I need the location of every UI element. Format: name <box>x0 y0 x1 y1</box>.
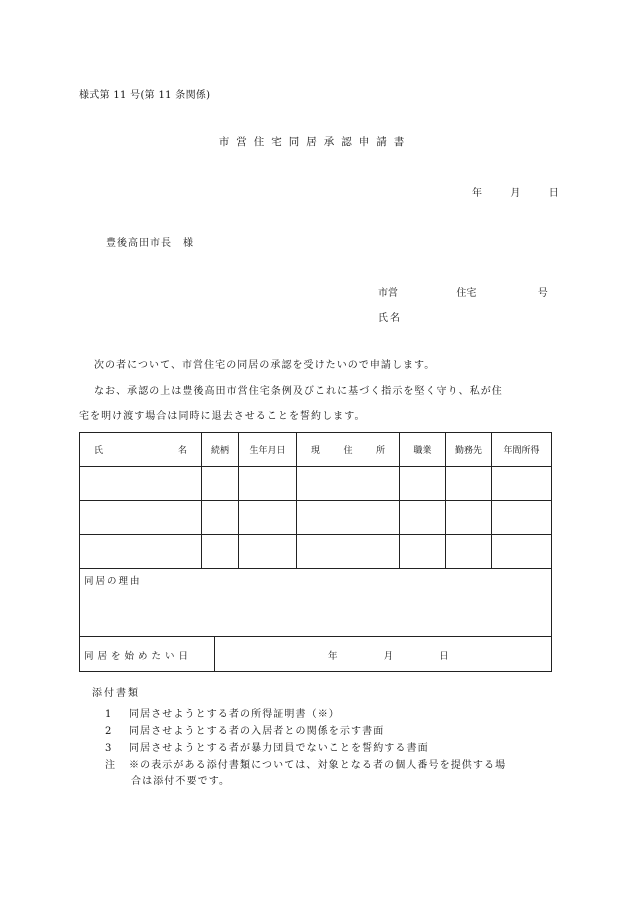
header-name <box>80 433 202 467</box>
note-label: 注 <box>105 760 117 771</box>
divider <box>214 637 215 671</box>
start-year-label: 年 <box>328 651 338 662</box>
header-address <box>297 433 400 467</box>
cell-address[interactable] <box>297 501 400 535</box>
header-address-c: 所 <box>375 446 385 456</box>
cell-workplace[interactable] <box>446 501 492 535</box>
header-workplace: 勤務先 <box>446 433 492 467</box>
date-day-label: 日 <box>548 188 559 199</box>
application-date <box>472 184 559 199</box>
table-row <box>80 467 552 501</box>
start-month-label: 月 <box>383 651 394 662</box>
note-text-line-2: 合は添付不要です。 <box>131 776 231 787</box>
body-paragraph-2-line-2: 宅を明け渡す場合は同時に退去させることを誓約します。 <box>79 411 366 422</box>
body-paragraph-1: 次の者について、市営住宅の同居の承認を受けたいので申請します。 <box>94 360 436 371</box>
housing-suffix: 号 <box>537 288 548 299</box>
attachment-item <box>105 722 384 737</box>
cohabitation-reason-field[interactable] <box>79 567 552 637</box>
note-text-line-1: ※の表示がある添付書類については、対象となる者の個人番号を提供する場 <box>129 760 507 771</box>
header-occupation: 職業 <box>400 433 446 467</box>
cell-birthdate[interactable] <box>239 501 297 535</box>
cell-workplace[interactable] <box>446 467 492 501</box>
cell-relationship[interactable] <box>202 535 239 569</box>
addressee: 豊後高田市長 様 <box>106 238 194 249</box>
cell-name[interactable] <box>80 501 202 535</box>
attachment-text: 同居させようとする者の所得証明書（※） <box>129 709 340 720</box>
date-year-label: 年 <box>472 188 482 199</box>
cell-occupation[interactable] <box>400 501 446 535</box>
attachments-title: 添付書類 <box>92 688 140 699</box>
cell-name[interactable] <box>80 467 202 501</box>
attachment-number: 3 <box>105 743 113 754</box>
cell-relationship[interactable] <box>202 501 239 535</box>
header-birthdate: 生年月日 <box>239 433 297 467</box>
header-name-a: 氏 <box>94 446 104 456</box>
cell-occupation[interactable] <box>400 535 446 569</box>
body-paragraph-2-line-1: なお、承認の上は豊後高田市営住宅条例及びこれに基づく指示を堅く守り、私が住 <box>94 386 503 397</box>
attachment-text: 同居させようとする者の入居者との関係を示す書面 <box>129 726 385 737</box>
cell-occupation[interactable] <box>400 467 446 501</box>
table-row <box>80 501 552 535</box>
document-title: 市営住宅同居承認申請書 <box>218 136 412 148</box>
header-relationship: 続柄 <box>202 433 239 467</box>
attachment-number: 1 <box>105 709 113 720</box>
cohabitation-start-label: 同居を始めたい日 <box>84 651 193 662</box>
cell-birthdate[interactable] <box>239 535 297 569</box>
cell-income[interactable] <box>492 535 552 569</box>
cell-income[interactable] <box>492 467 552 501</box>
cohabitation-reason-label: 同居の理由 <box>84 576 142 587</box>
cell-birthdate[interactable] <box>239 467 297 501</box>
applicant-housing-line <box>378 284 548 299</box>
attachment-note <box>105 756 506 771</box>
cohabitation-start-row <box>79 636 552 672</box>
cell-workplace[interactable] <box>446 535 492 569</box>
cell-address[interactable] <box>297 535 400 569</box>
cell-name[interactable] <box>80 535 202 569</box>
housing-prefix: 市営 <box>378 288 398 299</box>
cell-relationship[interactable] <box>202 467 239 501</box>
cell-income[interactable] <box>492 501 552 535</box>
header-address-a: 現 <box>311 446 321 456</box>
table-header-row <box>80 433 552 467</box>
cell-address[interactable] <box>297 467 400 501</box>
header-name-b: 名 <box>177 446 187 456</box>
start-day-label: 日 <box>439 651 449 662</box>
table-row <box>80 535 552 569</box>
cohabitation-start-date-field[interactable] <box>328 648 449 662</box>
housing-middle: 住宅 <box>456 288 477 299</box>
attachment-item <box>105 739 429 754</box>
form-number: 様式第 11 号(第 11 条関係) <box>79 90 211 101</box>
attachment-text: 同居させようとする者が暴力団員でないことを誓約する書面 <box>129 743 429 754</box>
date-month-label: 月 <box>510 188 521 199</box>
header-income: 年間所得 <box>492 433 552 467</box>
header-address-b: 住 <box>343 446 353 456</box>
attachment-item <box>105 705 340 720</box>
applicant-name-label: 氏名 <box>378 313 402 324</box>
household-members-table <box>79 432 552 569</box>
attachment-number: 2 <box>105 726 113 737</box>
